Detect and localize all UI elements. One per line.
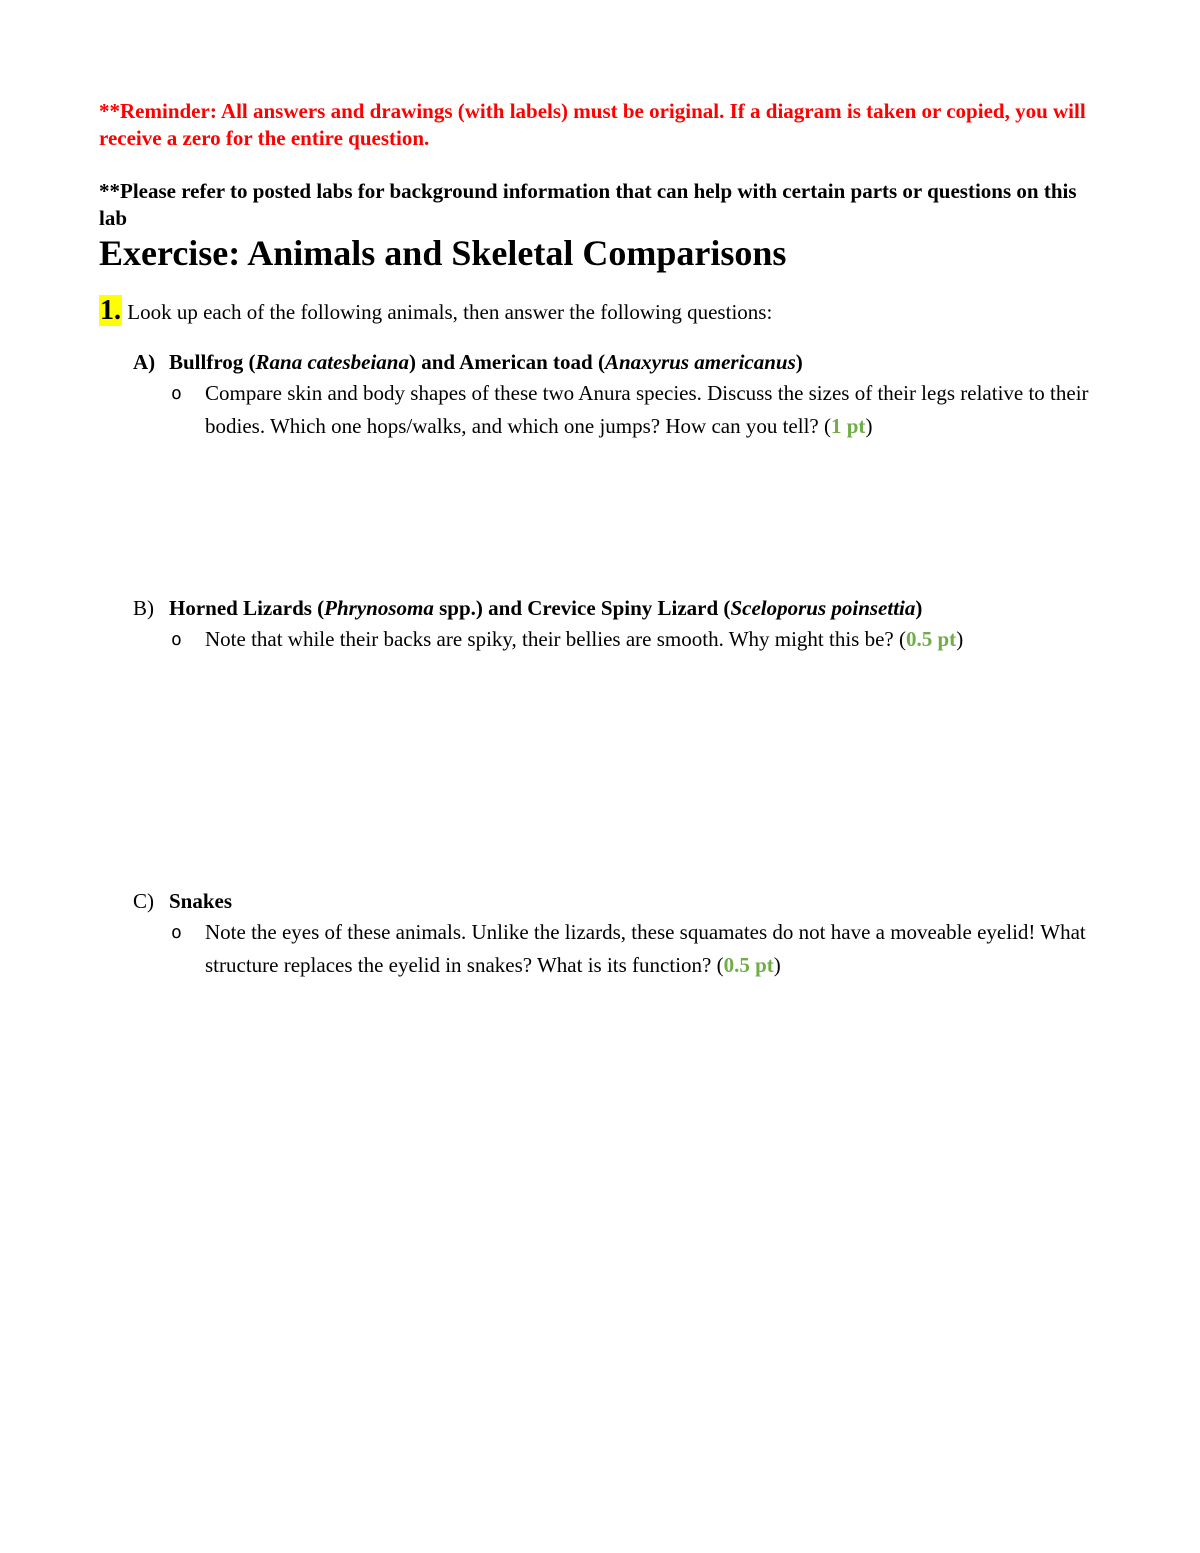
part-b-heading xyxy=(133,593,1100,623)
bullet-icon: o xyxy=(171,383,182,404)
bullet-icon: o xyxy=(171,629,182,650)
part-a-letter: A) xyxy=(133,350,156,374)
part-c-points: 0.5 pt xyxy=(723,953,774,977)
part-c-heading xyxy=(133,886,1100,916)
part-a-end: ) xyxy=(795,350,803,374)
part-a xyxy=(133,347,1100,377)
part-a-points: 1 pt xyxy=(831,414,866,438)
part-b-name: Horned Lizards ( xyxy=(169,596,325,620)
answer-space-b[interactable] xyxy=(99,656,1100,886)
part-a-pts-close: ) xyxy=(865,414,873,438)
bullet-icon: o xyxy=(171,922,182,943)
part-c xyxy=(133,886,1100,916)
part-b-letter: B) xyxy=(133,596,154,620)
part-b-pts-open: ( xyxy=(899,627,906,651)
part-b-scientific-2: Sceloporus poinsettia xyxy=(730,596,916,620)
question-number: 1. xyxy=(100,295,121,326)
answer-space-a[interactable] xyxy=(99,443,1100,593)
reminder-note: **Reminder: All answers and drawings (with labels) must be original. If a diagram is taken or copied, you will receive a zero for the entire question. xyxy=(99,99,1086,150)
part-b-pts-close: ) xyxy=(956,627,964,651)
part-c-pts-close: ) xyxy=(773,953,781,977)
part-a-prompt xyxy=(171,377,1100,443)
refer-note: **Please refer to posted labs for background information that can help with certain parts or questions on this lab xyxy=(99,179,1077,230)
part-b-scientific-1: Phrynosoma xyxy=(324,596,434,620)
part-b xyxy=(133,593,1100,623)
part-a-name: Bullfrog ( xyxy=(169,350,256,374)
part-c-prompt-text: Note the eyes of these animals. Unlike the lizards, these squamates do not have a moveable eyelid! What structure replaces the eyelid in snakes? What is its function? xyxy=(205,920,1086,977)
part-c-letter: C) xyxy=(133,889,154,913)
part-a-heading xyxy=(133,347,1100,377)
part-b-prompt xyxy=(171,623,1100,656)
part-b-mid: spp.) and Crevice Spiny Lizard ( xyxy=(433,596,731,620)
question-1 xyxy=(99,296,1100,327)
part-a-scientific-1: Rana catesbeiana xyxy=(255,350,409,374)
part-c-pts-open: ( xyxy=(716,953,724,977)
part-b-prompt-text: Note that while their backs are spiky, their bellies are smooth. Why might this be? xyxy=(205,627,899,651)
part-b-points: 0.5 pt xyxy=(906,627,957,651)
part-b-end: ) xyxy=(915,596,923,620)
part-a-scientific-2: Anaxyrus americanus xyxy=(604,350,796,374)
part-c-prompt xyxy=(171,916,1100,982)
exercise-title: Exercise: Animals and Skeletal Comparisons xyxy=(99,233,787,273)
part-a-prompt-text: Compare skin and body shapes of these two Anura species. Discuss the sizes of their legs relative to their bodies. Which one hops/walks, and which one jumps? How can you tell? xyxy=(205,381,1089,438)
part-a-mid: ) and American toad ( xyxy=(408,350,605,374)
part-a-pts-open: ( xyxy=(824,414,831,438)
part-c-name: Snakes xyxy=(169,889,233,913)
question-text: Look up each of the following animals, then answer the following questions: xyxy=(122,300,773,324)
